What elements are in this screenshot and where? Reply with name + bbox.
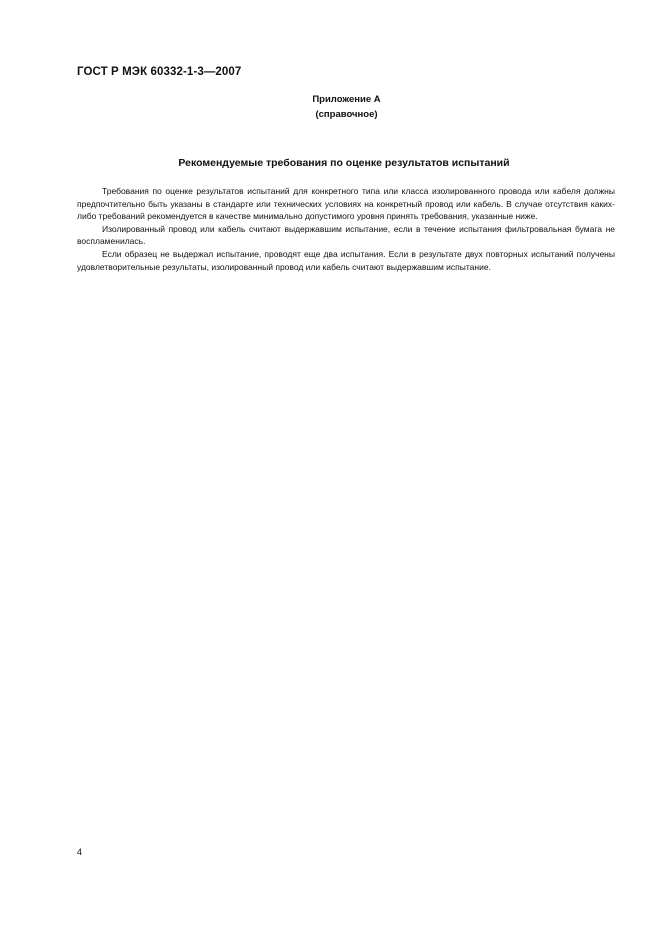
paragraph-retest: Если образец не выдержал испытание, проводят еще два испытания. Если в результате двух повторных испытаний получены удовлетворительные результаты, изолированный провод или кабель считают выдержавшим испытание. xyxy=(77,248,615,272)
paragraph-pass-criterion: Изолированный провод или кабель считают выдержавшим испытание, если в течение испытания фильтровальная бумага не воспламенилась. xyxy=(77,223,615,247)
standard-designation: ГОСТ Р МЭК 60332-1-3—2007 xyxy=(77,66,242,78)
page-number: 4 xyxy=(77,847,83,857)
body-text xyxy=(77,185,615,273)
appendix-title: Приложение А xyxy=(312,94,381,105)
section-title: Рекомендуемые требования по оценке результатов испытаний xyxy=(178,157,510,169)
paragraph-requirements: Требования по оценке результатов испытаний для конкретного типа или класса изолированного провода или кабеля должны предпочтительно быть указаны в стандарте или технических условиях на конкретный провод или кабель. В случае отсутствия каких-либо требований рекомендуется в качестве минимально допустимого уровня принять требования, указанные ниже. xyxy=(77,186,615,222)
appendix-kind: (справочное) xyxy=(315,109,378,120)
